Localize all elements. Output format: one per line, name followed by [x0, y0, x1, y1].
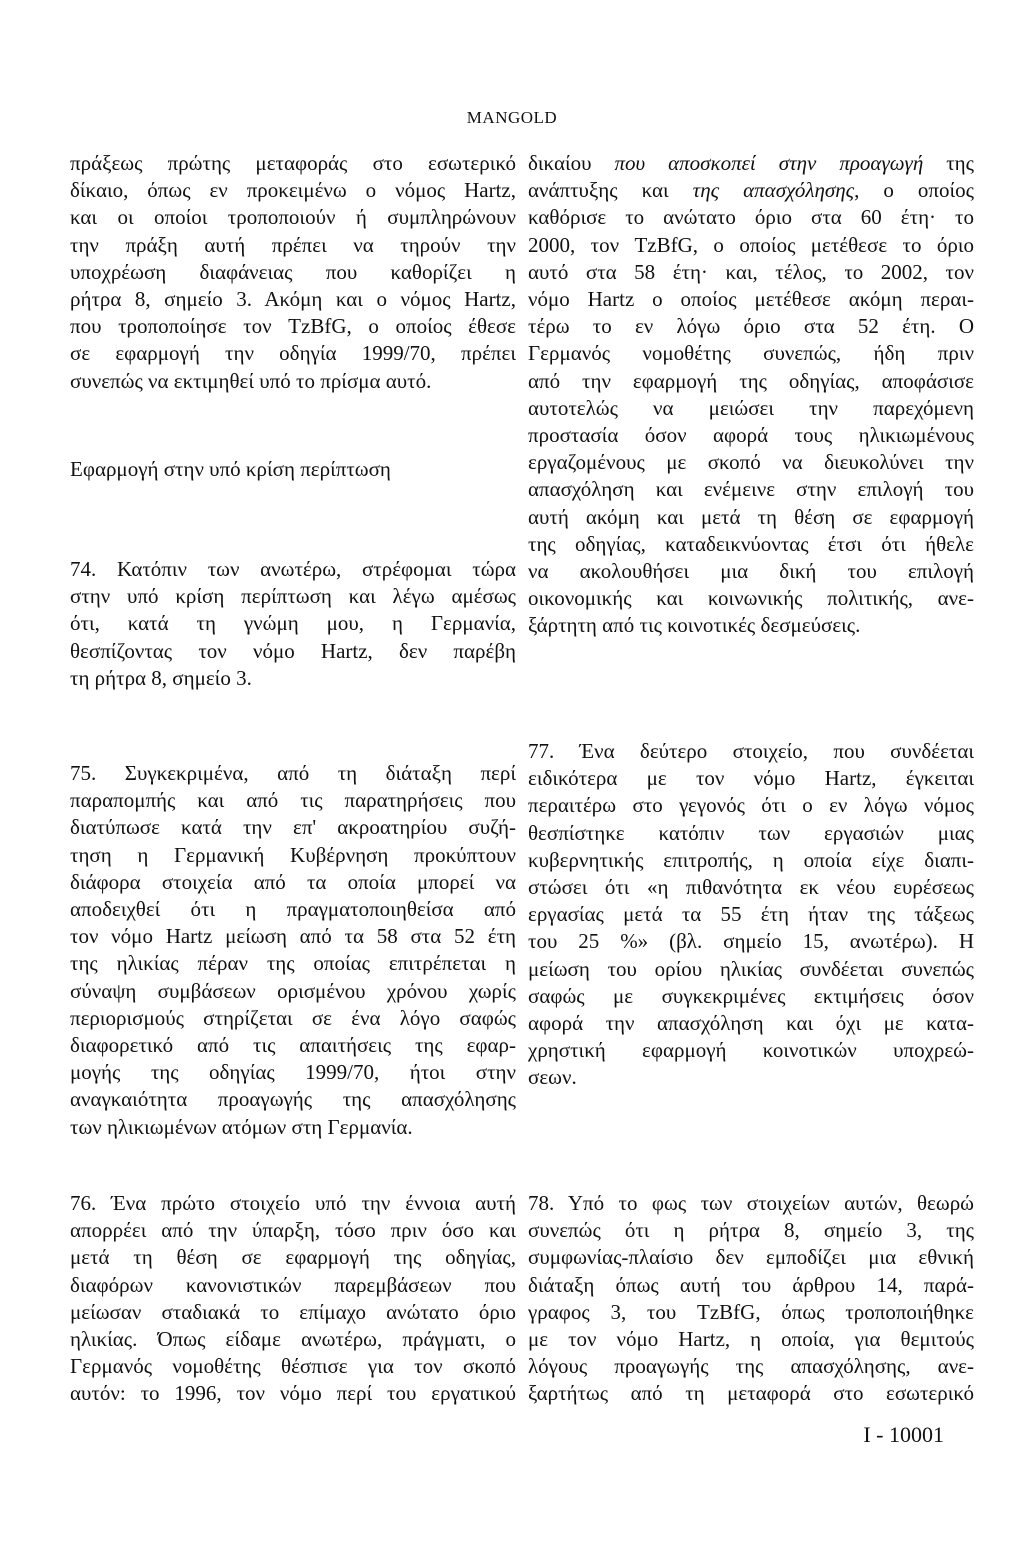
text-line: οικονομικής και κοινωνικής πολιτικής, ανε-: [528, 586, 974, 611]
right-continuation-paragraph: [528, 150, 974, 640]
text-line: παραπομπής και από τις παρατηρήσεις που: [70, 788, 516, 813]
text-line: να ακολουθήσει μια δική του επιλογή: [528, 559, 974, 584]
text-line: 2000, τον TzBfG, ο οποίος μετέθεσε το όριο: [528, 232, 974, 257]
text-line: περιορισμούς στηρίζεται σε ένα λόγο σαφώς: [70, 1005, 516, 1030]
text-line: των ηλικιωμένων ατόμων στη Γερμανία.: [70, 1114, 413, 1139]
paragraph-77: [528, 738, 974, 1092]
text-line: Γερμανός νομοθέτης συνεπώς, ήδη πριν: [528, 341, 974, 366]
text-line: υποχρέωση διαφάνειας που καθορίζει η: [70, 259, 516, 284]
text-line: διάφορα στοιχεία από τα οποία μπορεί να: [70, 869, 516, 894]
text-line: αυτοτελώς να μειώσει την παρεχόμενη: [528, 395, 974, 420]
text-line: πράξεως πρώτης μεταφοράς στο εσωτερικό: [70, 151, 516, 175]
text-line: αυτόν: το 1996, τον νόμο περί του εργατικού: [70, 1381, 516, 1406]
text-line: τέρω το εν λόγω όριο στα 52 έτη. Ο: [528, 314, 974, 339]
text-line: αποδειχθεί ότι η πραγματοποιηθείσα από: [70, 897, 516, 922]
text-line: αναγκαιότητα προαγωγής της απασχόλησης: [70, 1087, 516, 1112]
text-line: εργαζομένους με σκοπό να διευκολύνει την: [528, 450, 974, 475]
text-line: συμφωνίας-πλαίσιο δεν εμποδίζει μια εθνική: [528, 1245, 974, 1270]
text-line: σεων.: [528, 1065, 577, 1090]
text-line: θεσπίζοντας τον νόμο Hartz, δεν παρέβη: [70, 638, 516, 663]
text-line: στώσει ότι «η πιθανότητα εκ νέου ευρέσεως: [528, 875, 974, 900]
text-line: μογής της οδηγίας 1999/70, ήτοι στην: [70, 1060, 516, 1085]
text-line: δίκαιο, όπως εν προκειμένω ο νόμος Hartz,: [70, 178, 516, 203]
text-line: μετά τη θέση σε εφαρμογή της οδηγίας,: [70, 1245, 516, 1270]
text-line: 74. Κατόπιν των ανωτέρω, στρέφομαι τώρα: [70, 557, 516, 581]
running-header: MANGOLD: [466, 108, 558, 127]
text-line: λόγους προαγωγής της απασχόλησης, ανε-: [528, 1354, 974, 1379]
paragraph-78: [528, 1190, 974, 1408]
text-line: νόμο Hartz ο οποίος μετέθεσε ακόμη περαι-: [528, 287, 974, 312]
text-line: σαφώς με συγκεκριμένες εκτιμήσεις όσον: [528, 983, 974, 1008]
text-line: αυτή ακόμη και μετά τη θέση σε εφαρμογή: [528, 504, 974, 529]
text-line: ξαρτήτως από τη μεταφορά στο εσωτερικό: [528, 1381, 974, 1406]
text-line: σε εφαρμογή την οδηγία 1999/70, πρέπει: [70, 341, 516, 366]
text-line: στην υπό κρίση περίπτωση και λέγω αμέσως: [70, 584, 516, 609]
text-line: της ηλικίας πέραν της οποίας επιτρέπεται η: [70, 951, 516, 976]
text-line: εργασίας μετά τα 55 έτη ήταν της τάξεως: [528, 902, 974, 927]
text-line: με τον νόμο Hartz, η οποία, για θεμιτούς: [528, 1327, 974, 1352]
text-line: σύναψη συμβάσεων ορισμένου χρόνου χωρίς: [70, 978, 516, 1003]
text-line: μείωση του ορίου ηλικίας συνδέεται συνεπώς: [528, 956, 974, 981]
text-line: συνεπώς ότι η ρήτρα 8, σημείο 3, της: [528, 1218, 974, 1243]
section-heading: Εφαρμογή στην υπό κρίση περίπτωση: [70, 457, 391, 481]
paragraph-76: [70, 1190, 516, 1408]
cont-remaining-lines: [528, 204, 974, 639]
text-line: 76. Ένα πρώτο στοιχείο υπό την έννοια αυτή: [70, 1191, 516, 1215]
text-line: διαφορετικό από τις απαιτήσεις της εφαρ-: [70, 1033, 516, 1058]
text-line: του 25 %» (βλ. σημείο 15, ανωτέρω). Η: [528, 929, 974, 954]
text-line: ότι, κατά τη γνώμη μου, η Γερμανία,: [70, 611, 516, 636]
text-line: που τροποποίησε τον TzBfG, ο οποίος έθεσε: [70, 314, 516, 339]
text-line: θεσπίστηκε κατόπιν των εργασιών μιας: [528, 820, 974, 845]
text-line: διαφόρων κανονιστικών παρεμβάσεων που: [70, 1272, 516, 1297]
text-line: καθόρισε το ανώτατο όριο στα 60 έτη· το: [528, 205, 974, 230]
text-line: περαιτέρω στο γεγονός ότι ο εν λόγω νόμος: [528, 793, 974, 818]
text-line: ρήτρα 8, σημείο 3. Ακόμη και ο νόμος Hartz,: [70, 287, 516, 312]
paragraph-74: [70, 556, 516, 692]
text-line: τον νόμο Hartz μείωση από τα 58 στα 52 έτη: [70, 924, 516, 949]
text-line: την πράξη αυτή πρέπει να τηρούν την: [70, 232, 516, 257]
paragraph-75: [70, 760, 516, 1141]
text-line: κυβερνητικής επιτροπής, η οποία είχε διαπι-: [528, 847, 974, 872]
text-line: μείωσαν σταδιακά το επίμαχο ανώτατο όριο: [70, 1299, 516, 1324]
text-line: χρηστική εφαρμογή κοινοτικών υποχρεώ-: [528, 1038, 974, 1063]
text-line: ηλικίας. Όπως είδαμε ανωτέρω, πράγματι, ο: [70, 1327, 516, 1352]
text-line: αφορά την απασχόληση και όχι με κατα-: [528, 1011, 974, 1036]
page-number: I - 10001: [863, 1422, 944, 1447]
text-line: τη ρήτρα 8, σημείο 3.: [70, 665, 252, 690]
text-line: Γερμανός νομοθέτης θέσπισε για τον σκοπό: [70, 1354, 516, 1379]
text-line: και οι οποίοι τροποποιούν ή συμπληρώνουν: [70, 205, 516, 230]
text-line: αυτό στα 58 έτη· και, τέλος, το 2002, τον: [528, 259, 974, 284]
text-line: διατύπωσε κατά την επ' ακροατηρίου συζή-: [70, 815, 516, 840]
text-line: ειδικότερα με τον νόμο Hartz, έγκειται: [528, 766, 974, 791]
text-line: απορρέει από την ύπαρξη, τόσο πριν όσο και: [70, 1218, 516, 1243]
cont-line-1: δικαίου που αποσκοπεί στην προαγωγή της: [528, 151, 974, 175]
text-line: 78. Υπό το φως των στοιχείων αυτών, θεωρώ: [528, 1191, 974, 1215]
text-line: από την εφαρμογή της οδηγίας, αποφάσισε: [528, 368, 974, 393]
text-line: συνεπώς να εκτιμηθεί υπό το πρίσμα αυτό.: [70, 368, 432, 393]
cont-line-2: ανάπτυξης και της απασχόλησης, ο οποίος: [528, 178, 975, 203]
text-line: γραφος 3, του TzBfG, όπως τροποποιήθηκε: [528, 1299, 974, 1324]
text-line: τηση η Γερμανική Κυβέρνηση προκύπτουν: [70, 842, 516, 867]
text-line: διάταξη όπως αυτή του άρθρου 14, παρά-: [528, 1272, 974, 1297]
text-line: προστασία όσον αφορά τους ηλικιωμένους: [528, 423, 974, 448]
text-line: απασχόληση και ενέμεινε στην επιλογή του: [528, 477, 974, 502]
left-intro-paragraph: [70, 150, 516, 395]
text-line: 77. Ένα δεύτερο στοιχείο, που συνδέεται: [528, 739, 974, 763]
text-line: ξάρτητη από τις κοινοτικές δεσμεύσεις.: [528, 613, 861, 638]
text-line: της οδηγίας, καταδεικνύοντας έτσι ότι ήθελε: [528, 531, 974, 556]
text-line: 75. Συγκεκριμένα, από τη διάταξη περί: [70, 761, 516, 785]
